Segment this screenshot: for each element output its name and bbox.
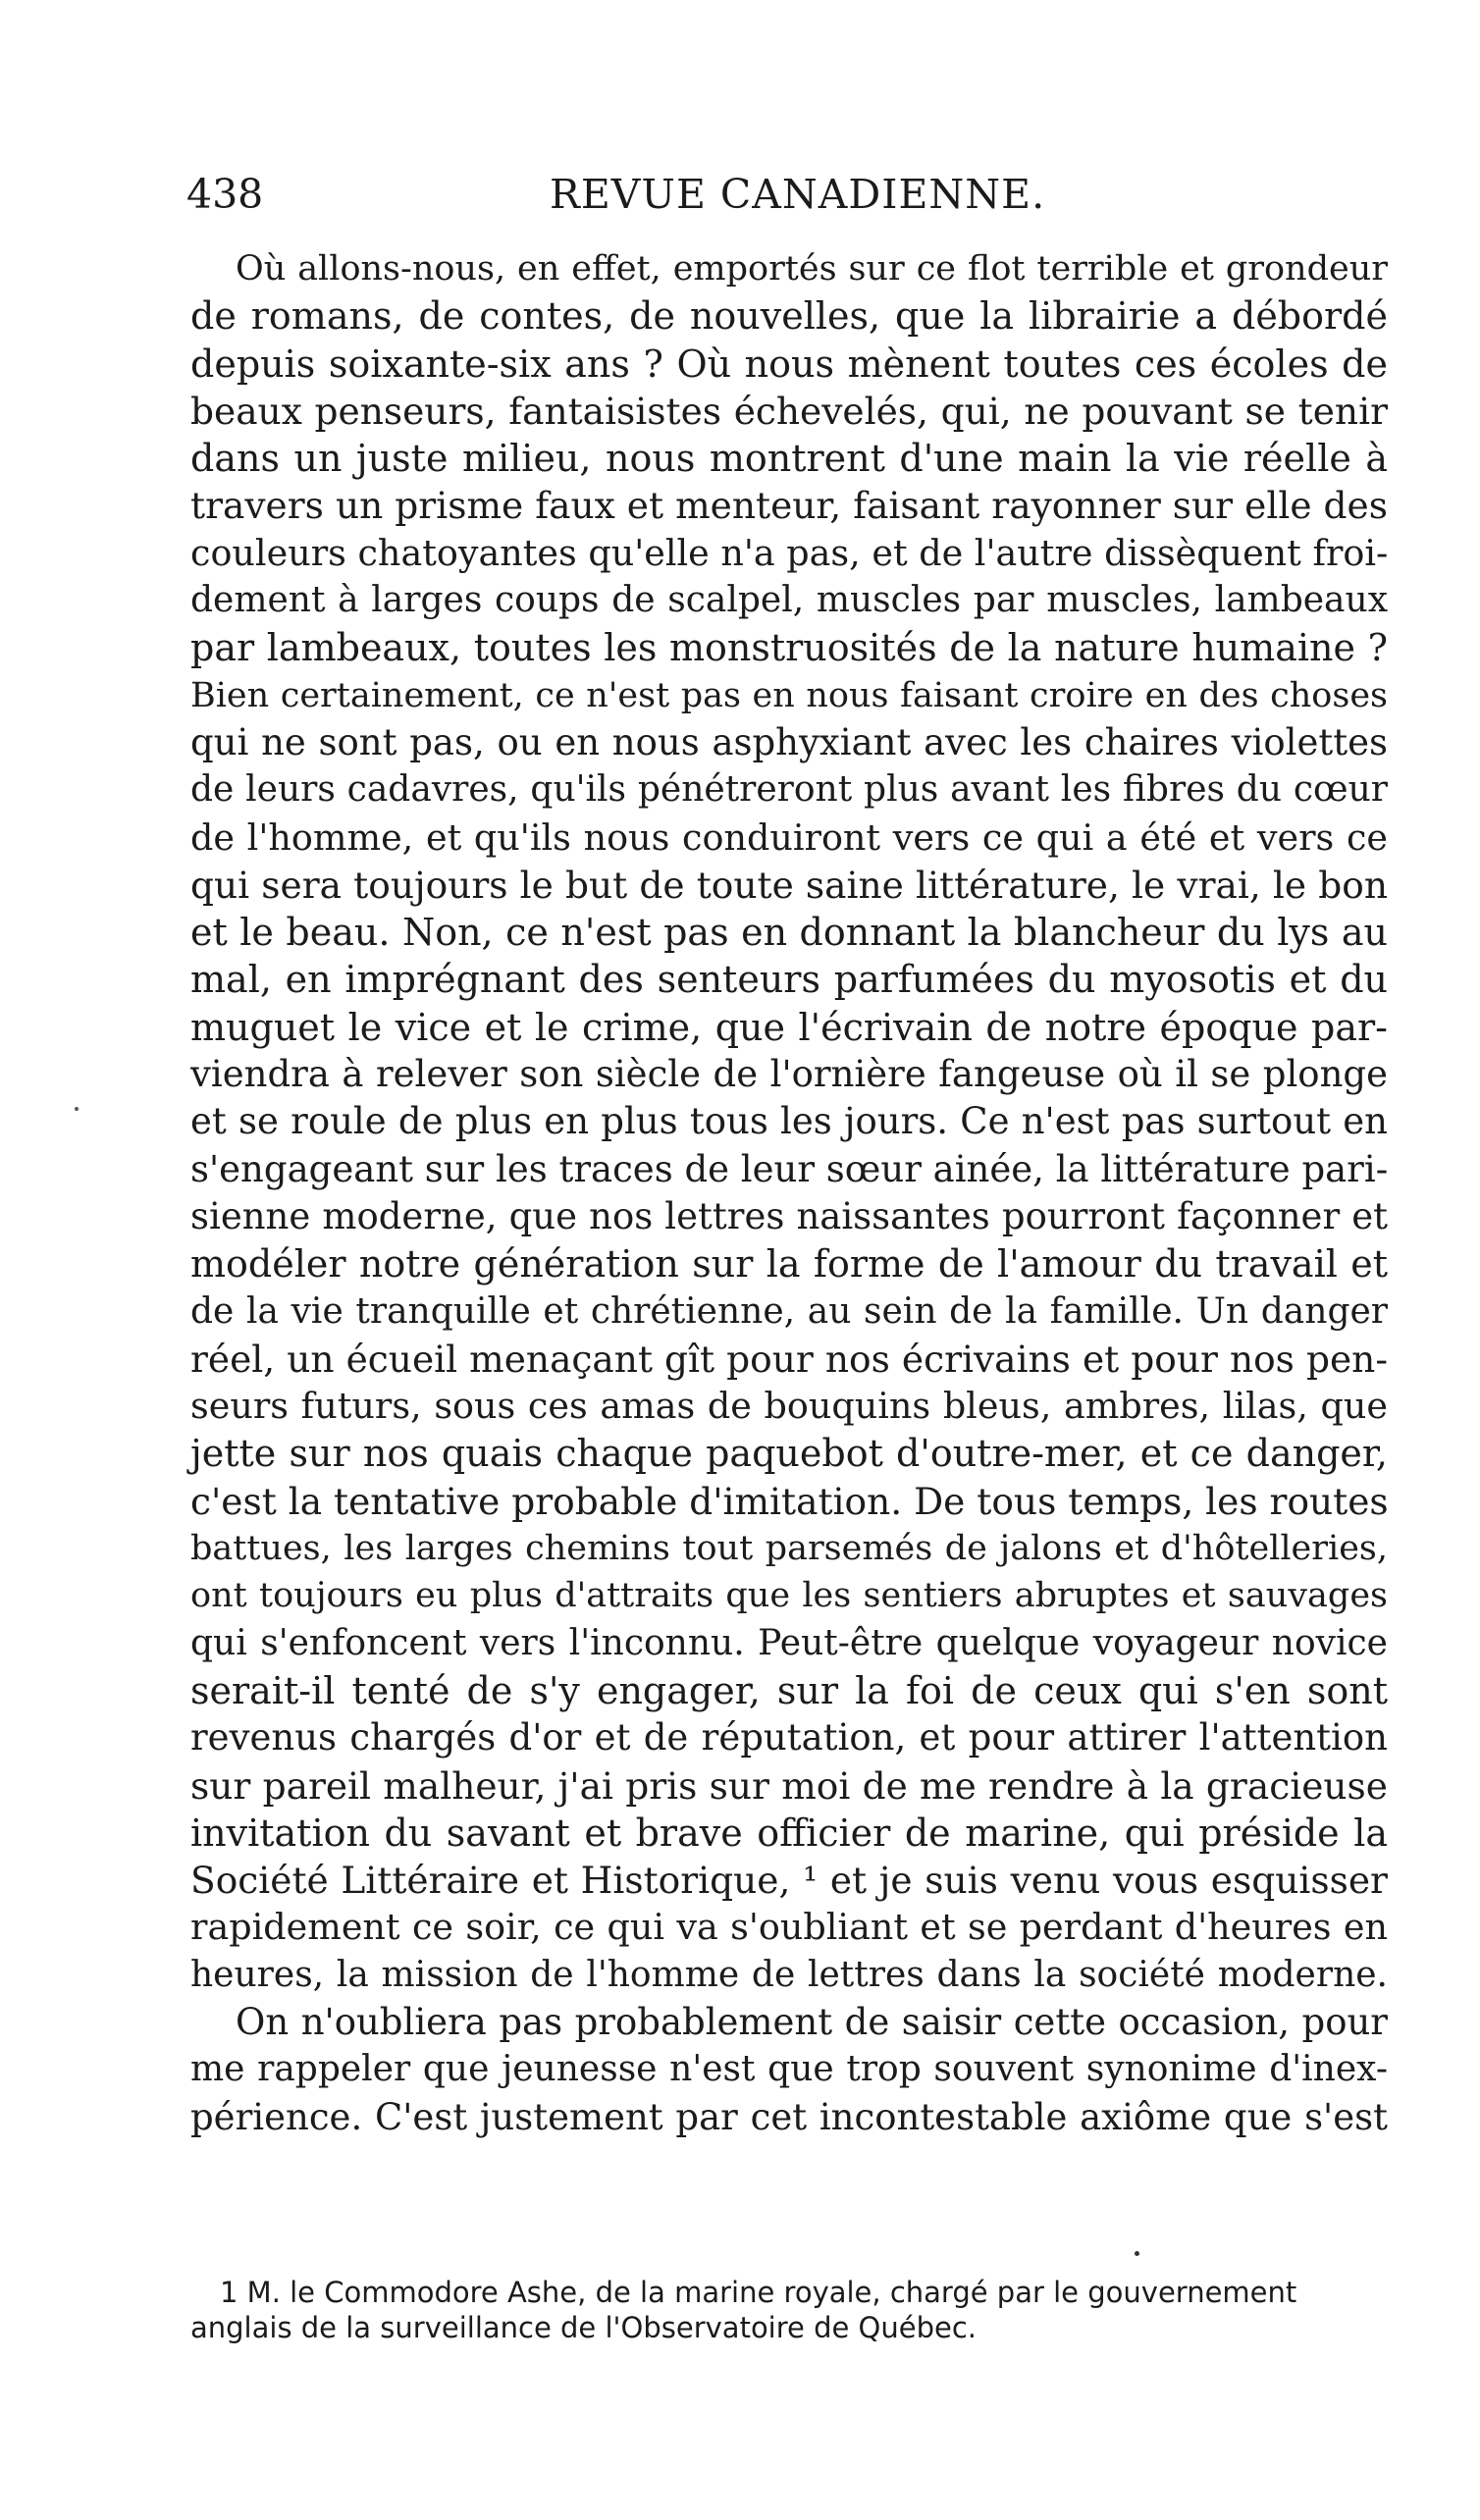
text-line: qui ne sont pas, ou en nous asphyxiant avec les chaires violettes <box>190 720 1388 763</box>
text-line: de l'homme, et qu'ils nous conduiront vers ce qui a été et vers ce <box>190 815 1388 859</box>
text-line: me rappeler que jeunesse n'est que trop souvent synonime d'inex- <box>190 2049 1388 2090</box>
text-line: On n'oubliera pas probablement de saisir cette occasion, pour <box>236 2000 1388 2043</box>
footnote-line: anglais de la surveillance de l'Observatoire de Québec. <box>190 2311 978 2344</box>
text-line: mal, en imprégnant des senteurs parfumées du myosotis et du <box>190 958 1388 1002</box>
body-text <box>190 245 1388 2141</box>
text-line: ont toujours eu plus d'attraits que les sentiers abruptes et sauvages <box>190 1576 1388 1616</box>
text-line: par lambeaux, toutes les monstruosités de la nature humaine ? <box>190 626 1388 670</box>
print-speck <box>1135 2251 1139 2256</box>
text-line: réel, un écueil menaçant gît pour nos écrivains et pour nos pen- <box>190 1337 1388 1381</box>
text-line: viendra à relever son siècle de l'ornière fangeuse où il se plonge <box>190 1053 1388 1096</box>
text-line: battues, les larges chemins tout parsemés de jalons et d'hôtelleries, <box>190 1529 1388 1569</box>
text-line: qui s'enfoncent vers l'inconnu. Peut-être quelque voyageur novice <box>190 1622 1388 1663</box>
text-line: travers un prisme faux et menteur, faisant rayonner sur elle des <box>190 484 1388 528</box>
text-line: et se roule de plus en plus tous les jours. Ce n'est pas surtout en <box>190 1100 1388 1143</box>
text-line: beaux penseurs, fantaisistes échevelés, qui, ne pouvant se tenir <box>190 389 1388 433</box>
text-line: et le beau. Non, ce n'est pas en donnant la blancheur du lys au <box>190 911 1388 955</box>
text-line: c'est la tentative probable d'imitation. De tous temps, les routes <box>190 1479 1389 1523</box>
text-line: dans un juste milieu, nous montrent d'une main la vie réelle à <box>190 437 1388 481</box>
text-line: serait-il tenté de s'y engager, sur la foi de ceux qui s'en sont <box>190 1668 1388 1712</box>
text-line: revenus chargés d'or et de réputation, et pour attirer l'attention <box>190 1716 1388 1759</box>
text-line: seurs futurs, sous ces amas de bouquins bleus, ambres, lilas, que <box>190 1385 1388 1428</box>
text-line: dement à larges coups de scalpel, muscles par muscles, lambeaux <box>190 580 1388 621</box>
text-line: périence. C'est justement par cet incontestable axiôme que s'est <box>190 2095 1388 2138</box>
text-line: de la vie tranquille et chrétienne, au sein de la famille. Un danger <box>190 1290 1388 1332</box>
text-line: sur pareil malheur, j'ai pris sur moi de me rendre à la gracieuse <box>190 1763 1388 1808</box>
text-line: Où allons-nous, en effet, emportés sur ce flot terrible et grondeur <box>236 249 1388 289</box>
text-line: qui sera toujours le but de toute saine littérature, le vrai, le bon <box>190 863 1388 907</box>
text-line: couleurs chatoyantes qu'elle n'a pas, et de l'autre dissèquent froi- <box>190 531 1389 574</box>
footnote-line: 1 M. le Commodore Ashe, de la marine royale, chargé par le gouvernement <box>220 2276 1297 2309</box>
page-number: 438 <box>186 171 264 218</box>
text-line: sienne moderne, que nos lettres naissantes pourront façonner et <box>190 1194 1388 1237</box>
page-header <box>186 165 1394 224</box>
text-line: heures, la mission de l'homme de lettres dans la société moderne. <box>190 1954 1388 1995</box>
text-line: de leurs cadavres, qu'ils pénétreront plus avant les fibres du cœur <box>190 769 1388 811</box>
text-line: Société Littéraire et Historique, ¹ et je suis venu vous esquisser <box>190 1859 1388 1903</box>
text-line: modéler notre génération sur la forme de l'amour du travail et <box>190 1242 1388 1286</box>
running-title: REVUE CANADIENNE. <box>550 171 1046 218</box>
text-line: Bien certainement, ce n'est pas en nous faisant croire en des choses <box>190 675 1388 715</box>
margin-speck <box>75 1107 79 1111</box>
text-line: de romans, de contes, de nouvelles, que la librairie a débordé <box>190 294 1388 339</box>
text-line: rapidement ce soir, ce qui va s'oubliant et se perdant d'heures en <box>190 1906 1388 1949</box>
text-line: jette sur nos quais chaque paquebot d'outre-mer, et ce danger, <box>190 1432 1388 1476</box>
text-line: invitation du savant et brave officier de marine, qui préside la <box>190 1811 1388 1855</box>
text-line: s'engageant sur les traces de leur sœur ainée, la littérature pari- <box>190 1147 1389 1190</box>
text-line: muguet le vice et le crime, que l'écrivain de notre époque par- <box>190 1005 1388 1049</box>
text-line: depuis soixante-six ans ? Où nous mènent toutes ces écoles de <box>190 341 1388 386</box>
footnotes <box>190 2275 1388 2345</box>
